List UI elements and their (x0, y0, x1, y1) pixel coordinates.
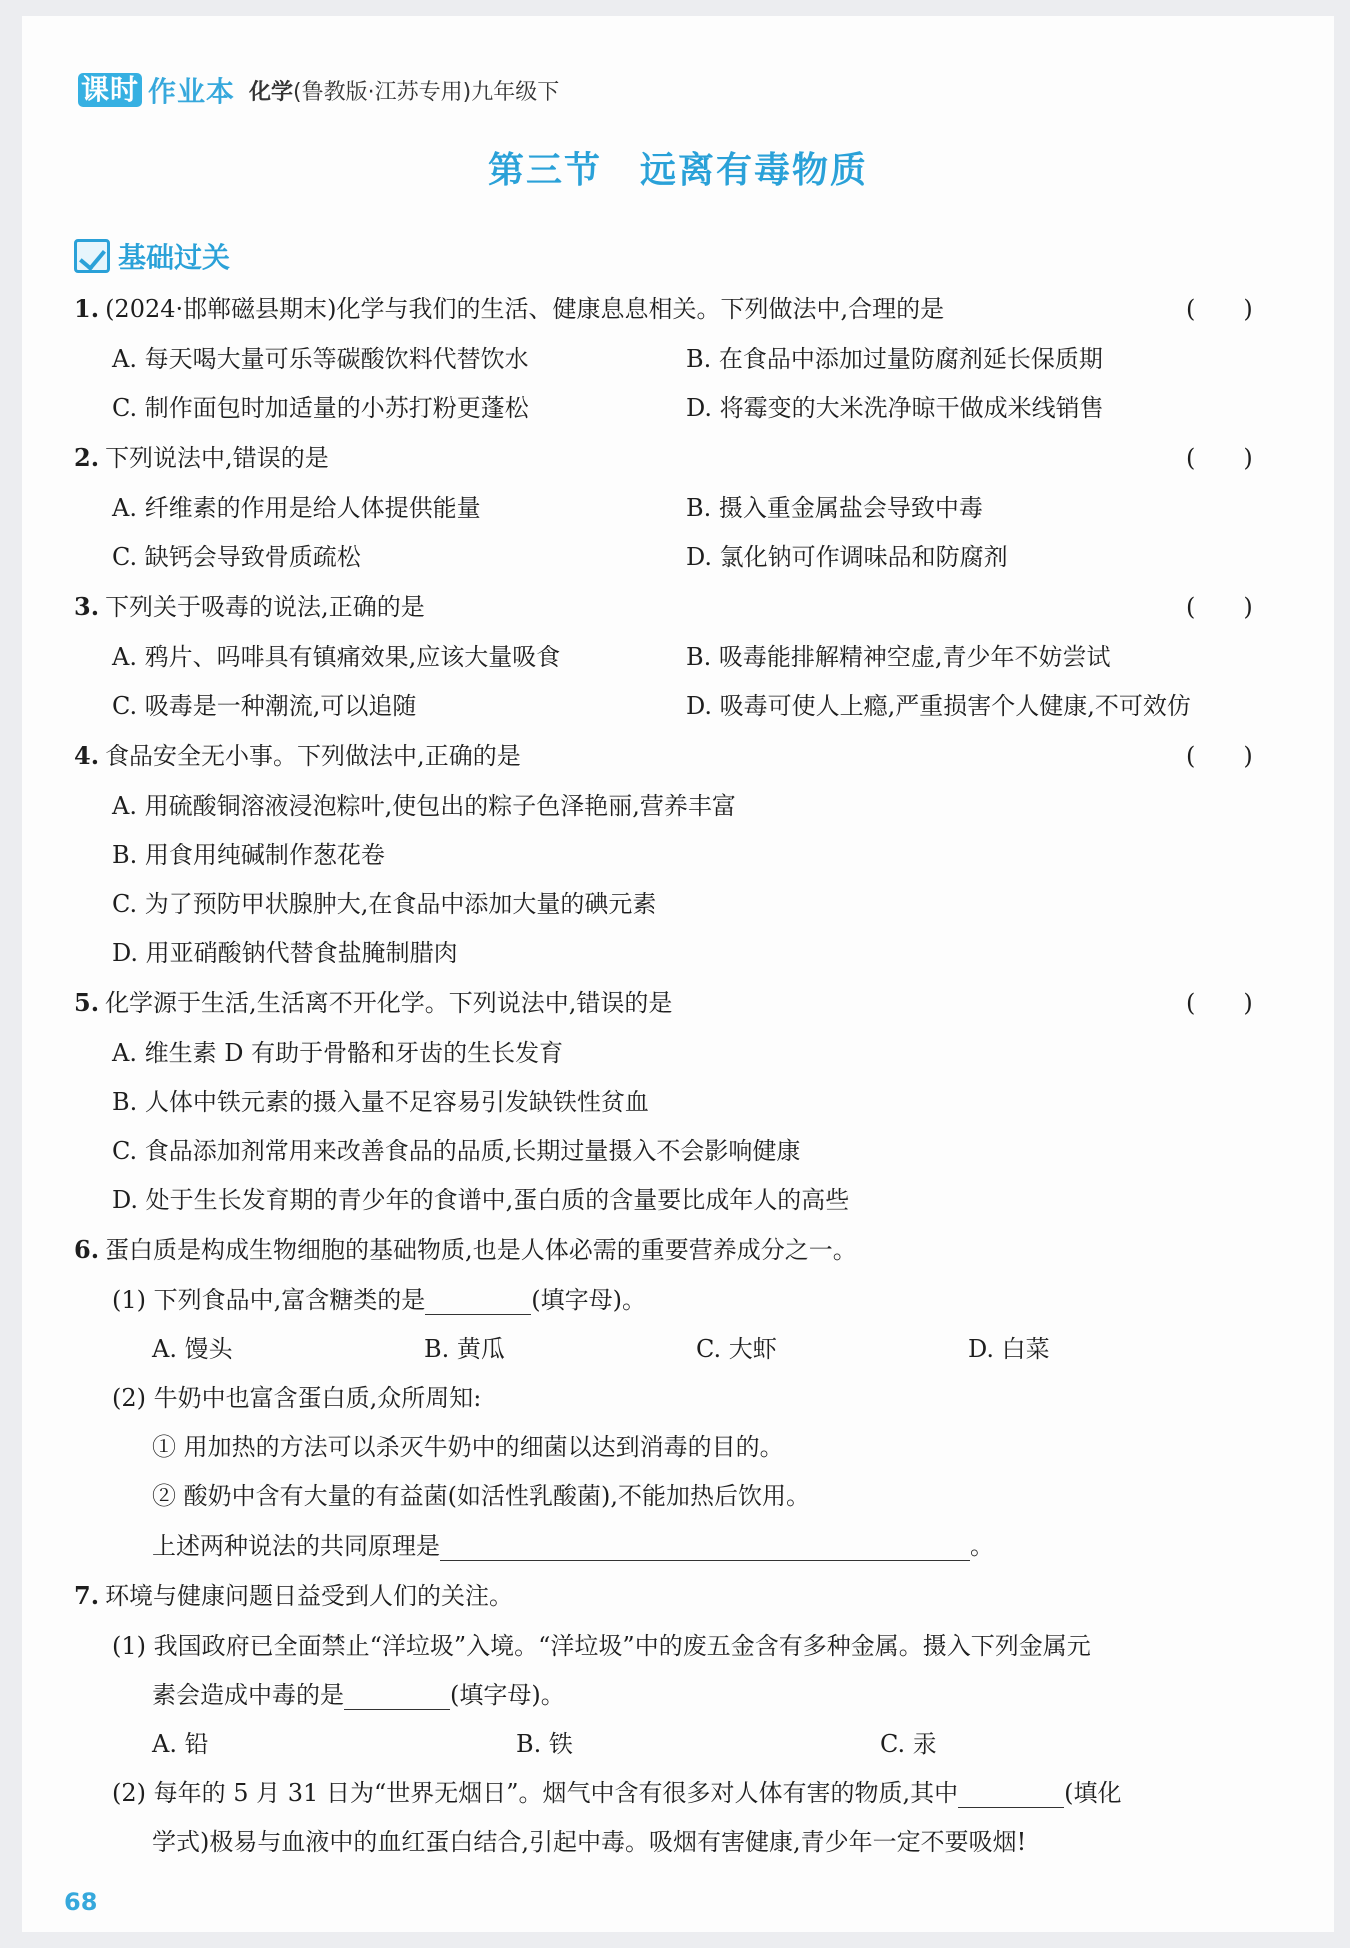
sub-question-text: 。 (970, 1532, 994, 1560)
option-c: C. 缺钙会导致骨质疏松 (112, 543, 361, 571)
answer-blank[interactable] (958, 1781, 1064, 1808)
question-4 (74, 741, 521, 771)
question-7 (74, 1581, 513, 1611)
answer-blank[interactable] (440, 1534, 970, 1561)
option-b: B. 黄瓜 (424, 1335, 505, 1363)
sub-question-text: (填化 (1064, 1779, 1122, 1807)
option-d: D. 吸毒可使人上瘾,严重损害个人健康,不可效仿 (686, 692, 1191, 720)
sub-question-2: (2) 牛奶中也富含蛋白质,众所周知: (112, 1384, 482, 1412)
option-b: B. 铁 (516, 1730, 573, 1758)
option-d: D. 处于生长发育期的青少年的食谱中,蛋白质的含量要比成年人的高些 (112, 1186, 850, 1214)
question-number: 4. (74, 741, 100, 770)
subject-info (249, 75, 559, 106)
logo (78, 70, 235, 110)
question-6 (74, 1235, 857, 1265)
answer-paren: ( ) (1186, 295, 1253, 323)
option-a: A. 铅 (152, 1730, 209, 1758)
statement-2: ② 酸奶中含有大量的有益菌(如活性乳酸菌),不能加热后饮用。 (152, 1482, 810, 1510)
question-2 (74, 443, 329, 473)
question-number: 1. (74, 294, 100, 323)
question-stem: 化学源于生活,生活离不开化学。下列说法中,错误的是 (105, 989, 673, 1017)
question-stem: 环境与健康问题日益受到人们的关注。 (105, 1582, 514, 1610)
page-number: 68 (64, 1888, 98, 1916)
option-a: A. 鸦片、吗啡具有镇痛效果,应该大量吸食 (112, 643, 561, 671)
answer-paren: ( ) (1186, 742, 1253, 770)
option-c: C. 食品添加剂常用来改善食品的品质,长期过量摄入不会影响健康 (112, 1137, 801, 1165)
option-b: B. 摄入重金属盐会导致中毒 (686, 494, 983, 522)
sub-question-1 (112, 1285, 646, 1315)
sub-question-text: (1) 下列食品中,富含糖类的是 (112, 1286, 426, 1314)
answer-paren: ( ) (1186, 593, 1253, 621)
answer-paren: ( ) (1186, 444, 1253, 472)
question-1 (74, 294, 944, 324)
question-stem: 下列关于吸毒的说法,正确的是 (105, 593, 425, 621)
answer-paren: ( ) (1186, 989, 1253, 1017)
question-number: 3. (74, 592, 100, 621)
question-stem: (2024·邯郸磁县期末)化学与我们的生活、健康息息相关。下列做法中,合理的是 (105, 295, 945, 323)
option-d: D. 将霉变的大米洗净晾干做成米线销售 (686, 394, 1104, 422)
question-number: 6. (74, 1235, 100, 1264)
answer-blank[interactable] (425, 1288, 531, 1315)
sub-question-text: 上述两种说法的共同原理是 (152, 1532, 440, 1560)
answer-blank[interactable] (344, 1683, 450, 1710)
option-b: B. 吸毒能排解精神空虚,青少年不妨尝试 (686, 643, 1111, 671)
option-a: A. 纤维素的作用是给人体提供能量 (112, 494, 481, 522)
question-3 (74, 592, 425, 622)
question-stem: 蛋白质是构成生物细胞的基础物质,也是人体必需的重要营养成分之一。 (105, 1236, 857, 1264)
option-a: A. 维生素 D 有助于骨骼和牙齿的生长发育 (112, 1039, 564, 1067)
option-c: C. 大虾 (696, 1335, 777, 1363)
option-d: D. 氯化钠可作调味品和防腐剂 (686, 543, 1008, 571)
option-d: D. 白菜 (968, 1335, 1050, 1363)
question-number: 7. (74, 1581, 100, 1610)
option-a: A. 馒头 (152, 1335, 233, 1363)
logo-box: 课时 (78, 73, 142, 107)
sub-question-1: (1) 我国政府已全面禁止“洋垃圾”入境。“洋垃圾”中的废五金含有多种金属。摄入下列金属元 (112, 1632, 1091, 1660)
statement-1: ① 用加热的方法可以杀灭牛奶中的细菌以达到消毒的目的。 (152, 1433, 784, 1461)
section-label: 基础过关 (118, 241, 231, 274)
question-stem: 下列说法中,错误的是 (105, 444, 329, 472)
sub-question-text: (填字母)。 (450, 1681, 565, 1709)
section-heading (74, 236, 230, 276)
option-b: B. 人体中铁元素的摄入量不足容易引发缺铁性贫血 (112, 1088, 649, 1116)
option-c: C. 制作面包时加适量的小苏打粉更蓬松 (112, 394, 529, 422)
option-d: D. 用亚硝酸钠代替食盐腌制腊肉 (112, 939, 458, 967)
option-b: B. 在食品中添加过量防腐剂延长保质期 (686, 345, 1103, 373)
subject-name: 化学 (249, 79, 294, 105)
question-number: 2. (74, 443, 100, 472)
option-a: A. 用硫酸铜溶液浸泡粽叶,使包出的粽子色泽艳丽,营养丰富 (112, 792, 736, 820)
option-c: C. 为了预防甲状腺肿大,在食品中添加大量的碘元素 (112, 890, 657, 918)
question-5 (74, 988, 672, 1018)
sub-question-text: 素会造成中毒的是 (152, 1681, 344, 1709)
sub-question-text: (2) 每年的 5 月 31 日为“世界无烟日”。烟气中含有很多对人体有害的物质,其中 (112, 1779, 959, 1807)
sub-question-2-line-2: 学式)极易与血液中的血红蛋白结合,引起中毒。吸烟有害健康,青少年一定不要吸烟! (152, 1828, 1027, 1856)
sub-question-2 (112, 1778, 1122, 1808)
option-c: C. 吸毒是一种潮流,可以追随 (112, 692, 417, 720)
checkbox-icon (74, 239, 110, 273)
option-c: C. 汞 (880, 1730, 937, 1758)
option-a: A. 每天喝大量可乐等碳酸饮料代替饮水 (112, 345, 529, 373)
sub-question-text: (填字母)。 (531, 1286, 646, 1314)
subject-edition: (鲁教版·江苏专用)九年级下 (293, 79, 560, 105)
question-number: 5. (74, 988, 100, 1017)
page-title: 第三节 远离有毒物质 (487, 149, 868, 191)
logo-text: 作业本 (148, 75, 236, 108)
page-header (78, 70, 559, 110)
worksheet-page (22, 16, 1334, 1932)
sub-question-2-prompt (152, 1531, 994, 1561)
option-b: B. 用食用纯碱制作葱花卷 (112, 841, 385, 869)
question-stem: 食品安全无小事。下列做法中,正确的是 (105, 742, 521, 770)
sub-question-1-line-2 (152, 1680, 565, 1710)
